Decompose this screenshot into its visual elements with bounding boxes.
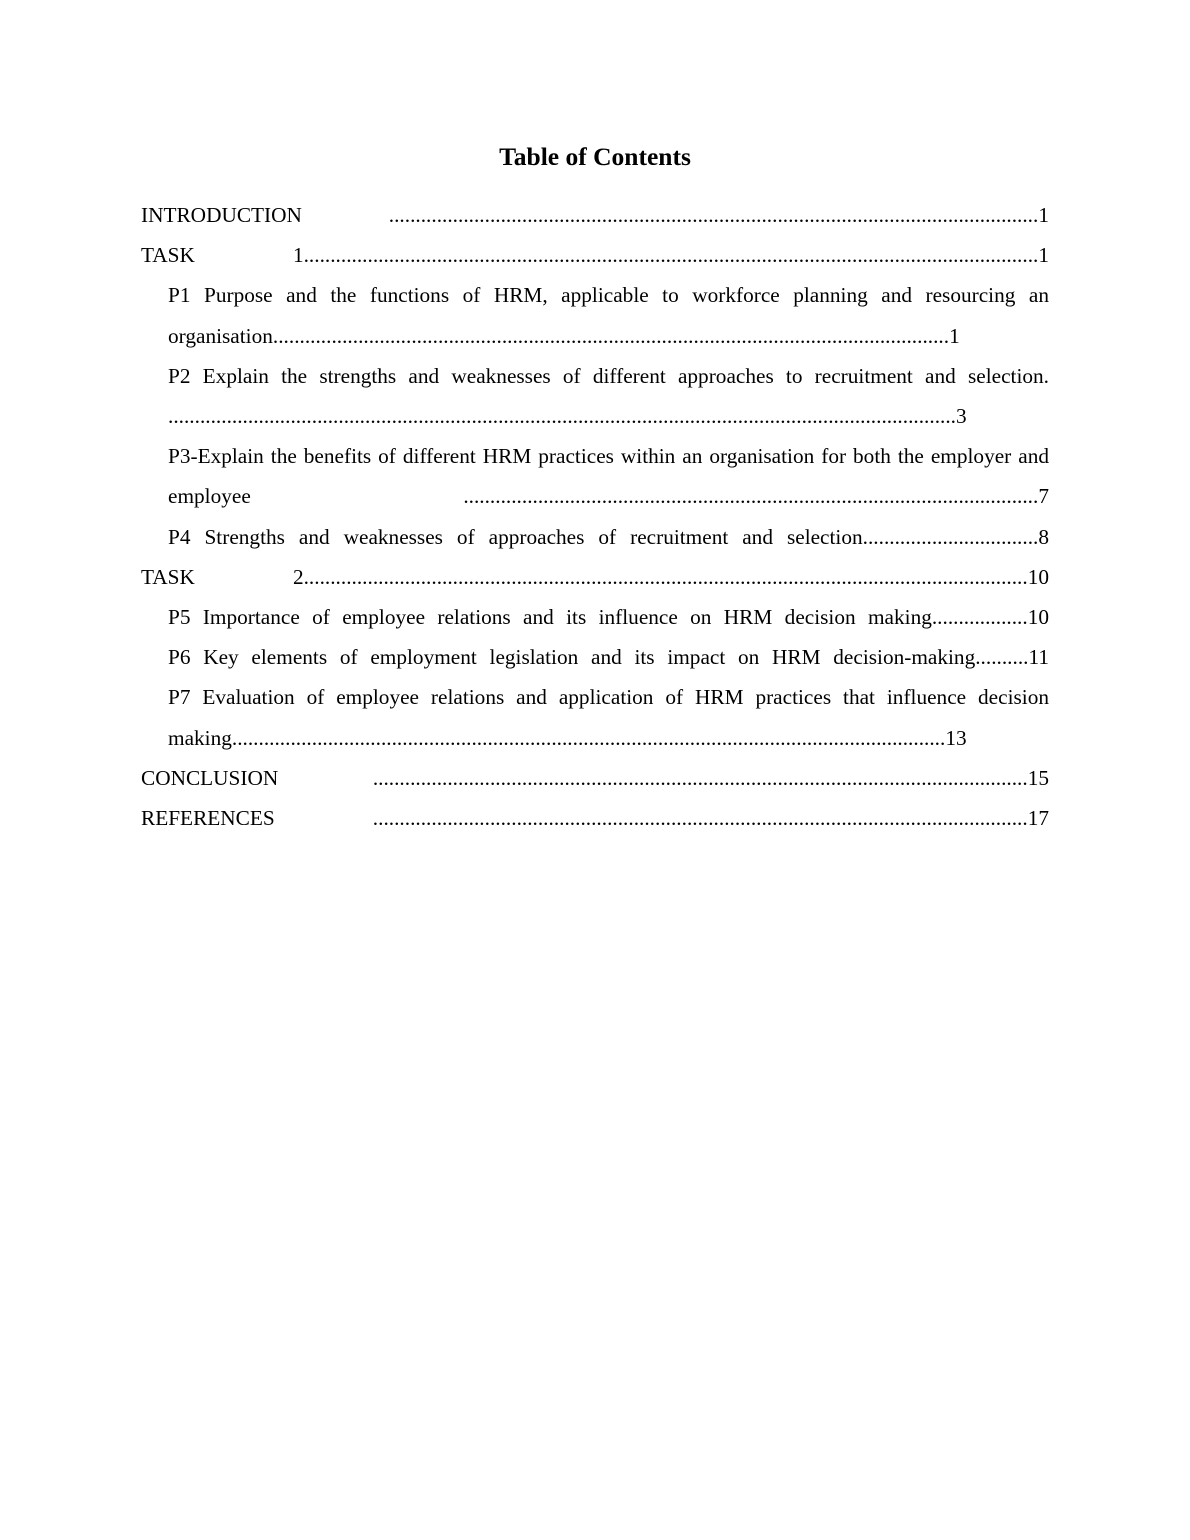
toc-page-number: 3 bbox=[955, 404, 967, 429]
toc-entry-text: P4 Strengths and weaknesses of approaches of recruitment and selection................................. bbox=[168, 524, 1039, 549]
toc-list bbox=[141, 195, 1049, 838]
toc-page-number: 1 bbox=[949, 323, 960, 348]
toc-entry-text: REFERENCES ........................................................................................................................... bbox=[141, 806, 1028, 831]
toc-entry-text: P3-Explain the benefits of different HRM practices within an organisation for both the employer and employee ............................................................................................................ bbox=[168, 444, 1049, 509]
toc-entry-text: P7 Evaluation of employee relations and application of HRM practices that influence decision making...................................................................................................................................... bbox=[168, 685, 1049, 750]
toc-page-number: 10 bbox=[1027, 564, 1049, 589]
toc-page-number: 1 bbox=[1038, 243, 1049, 268]
toc-entry-text: P5 Importance of employee relations and its influence on HRM decision making.................. bbox=[168, 605, 1028, 630]
toc-page-number: 13 bbox=[945, 725, 967, 750]
toc-entry-p2[interactable] bbox=[168, 356, 1049, 436]
toc-page-number: 11 bbox=[1028, 645, 1049, 670]
toc-page-number: 1 bbox=[1038, 203, 1049, 227]
toc-page-number: 10 bbox=[1027, 605, 1049, 630]
toc-entry-text: P1 Purpose and the functions of HRM, applicable to workforce planning and resourcing an organisation............................................................................................................................... bbox=[168, 283, 1049, 348]
toc-entry-p7[interactable] bbox=[168, 677, 1049, 757]
toc-entry-task-1[interactable] bbox=[141, 235, 1049, 275]
toc-entry-text: TASK 1.......................................................................................................................................... bbox=[141, 243, 1039, 268]
toc-entry-introduction[interactable] bbox=[141, 195, 1049, 235]
toc-entry-p5[interactable] bbox=[168, 597, 1049, 637]
toc-entry-p6[interactable] bbox=[168, 637, 1049, 677]
toc-entry-p1[interactable] bbox=[168, 275, 1049, 355]
toc-entry-text: TASK 2........................................................................................................................................ bbox=[141, 564, 1028, 589]
toc-entry-task-2[interactable] bbox=[141, 557, 1049, 597]
toc-entry-p3[interactable] bbox=[168, 436, 1049, 516]
toc-page-number: 15 bbox=[1027, 765, 1049, 790]
toc-page-number: 7 bbox=[1038, 484, 1049, 509]
toc-page-number: 8 bbox=[1038, 524, 1049, 549]
toc-entry-conclusion[interactable] bbox=[141, 758, 1049, 798]
toc-entry-text: P2 Explain the strengths and weaknesses of different approaches to recruitment and selection. .................................................................................................................................................... bbox=[168, 363, 1049, 429]
toc-entry-references[interactable] bbox=[141, 798, 1049, 838]
toc-page-number: 17 bbox=[1027, 806, 1049, 831]
document-page bbox=[141, 139, 1049, 838]
toc-title: Table of Contents bbox=[499, 142, 691, 171]
toc-entry-text: INTRODUCTION .......................................................................................................................... bbox=[141, 203, 1039, 227]
toc-entry-text: P6 Key elements of employment legislation and its impact on HRM decision-making.......... bbox=[168, 645, 1029, 670]
toc-entry-text: CONCLUSION ........................................................................................................................... bbox=[141, 765, 1028, 790]
toc-entry-p4[interactable] bbox=[168, 517, 1049, 557]
